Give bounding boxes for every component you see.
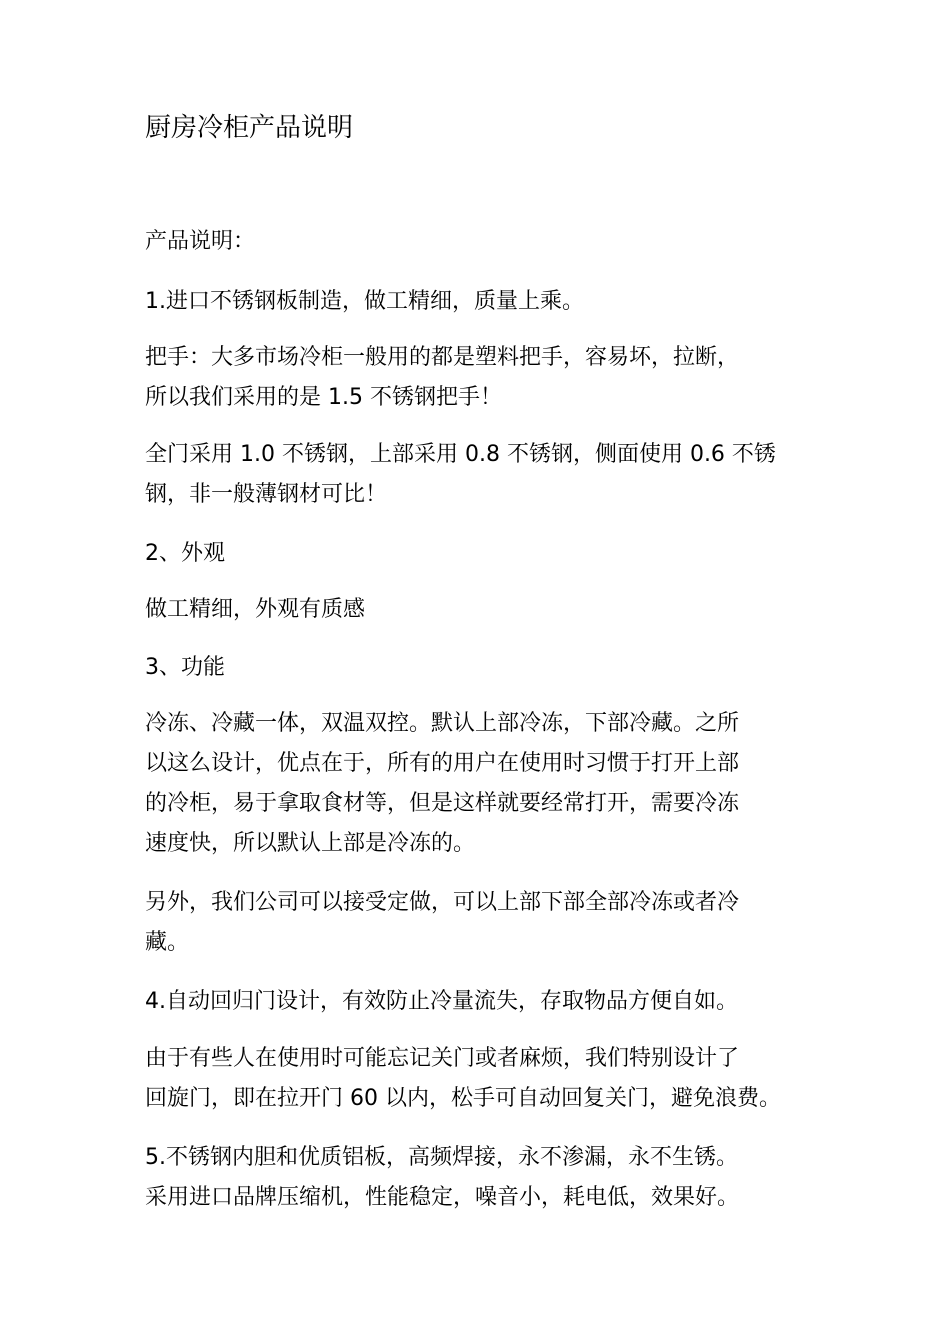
text-line: 藏。 <box>145 930 190 955</box>
text-line: 2、外观 <box>145 541 225 566</box>
text-line: 回旋门，即在拉开门 60 以内，松手可自动回复关门，避免浪费。 <box>145 1086 781 1111</box>
paragraph-door-materials <box>145 435 835 515</box>
text-line: 以这么设计，优点在于，所有的用户在使用时习惯于打开上部 <box>145 751 740 776</box>
text-line: 钢，非一般薄钢材可比！ <box>145 482 388 507</box>
text-line: 5.不锈钢内胆和优质铝板，高频焊接，永不渗漏，永不生锈。 <box>145 1145 738 1170</box>
paragraph-handle <box>145 338 835 418</box>
paragraph-custom-order <box>145 883 835 963</box>
text-line: 冷冻、冷藏一体，双温双控。默认上部冷冻，下部冷藏。之所 <box>145 711 740 736</box>
text-line: 3、功能 <box>145 655 225 680</box>
paragraph-function <box>145 704 835 864</box>
text-line: 速度快，所以默认上部是冷冻的。 <box>145 831 476 856</box>
paragraph-item-5 <box>145 1138 835 1218</box>
text-line: 采用进口品牌压缩机，性能稳定，噪音小，耗电低，效果好。 <box>145 1185 740 1210</box>
text-line: 1.进口不锈钢板制造，做工精细，质量上乘。 <box>145 289 584 314</box>
paragraph-product-description-heading <box>145 222 835 262</box>
text-line: 做工精细，外观有质感 <box>145 597 366 622</box>
paragraph-auto-return-door <box>145 1039 835 1119</box>
paragraph-appearance <box>145 590 835 630</box>
paragraph-item-4 <box>145 982 835 1022</box>
text-line: 由于有些人在使用时可能忘记关门或者麻烦，我们特别设计了 <box>145 1046 740 1071</box>
text-line: 产品说明： <box>145 229 256 254</box>
paragraph-item-1 <box>145 282 835 322</box>
text-line: 的冷柜，易于拿取食材等，但是这样就要经常打开，需要冷冻 <box>145 791 740 816</box>
text-line: 所以我们采用的是 1.5 不锈钢把手！ <box>145 385 502 410</box>
text-line: 另外，我们公司可以接受定做，可以上部下部全部冷冻或者冷 <box>145 890 740 915</box>
paragraph-function-heading <box>145 648 835 688</box>
document-title: 厨房冷柜产品说明 <box>145 113 354 143</box>
text-line: 全门采用 1.0 不锈钢，上部采用 0.8 不锈钢，侧面使用 0.6 不锈 <box>145 442 776 467</box>
text-line: 把手：大多市场冷柜一般用的都是塑料把手，容易坏，拉断， <box>145 345 740 370</box>
paragraph-appearance-heading <box>145 534 835 574</box>
text-line: 4.自动回归门设计，有效防止冷量流失，存取物品方便自如。 <box>145 989 738 1014</box>
